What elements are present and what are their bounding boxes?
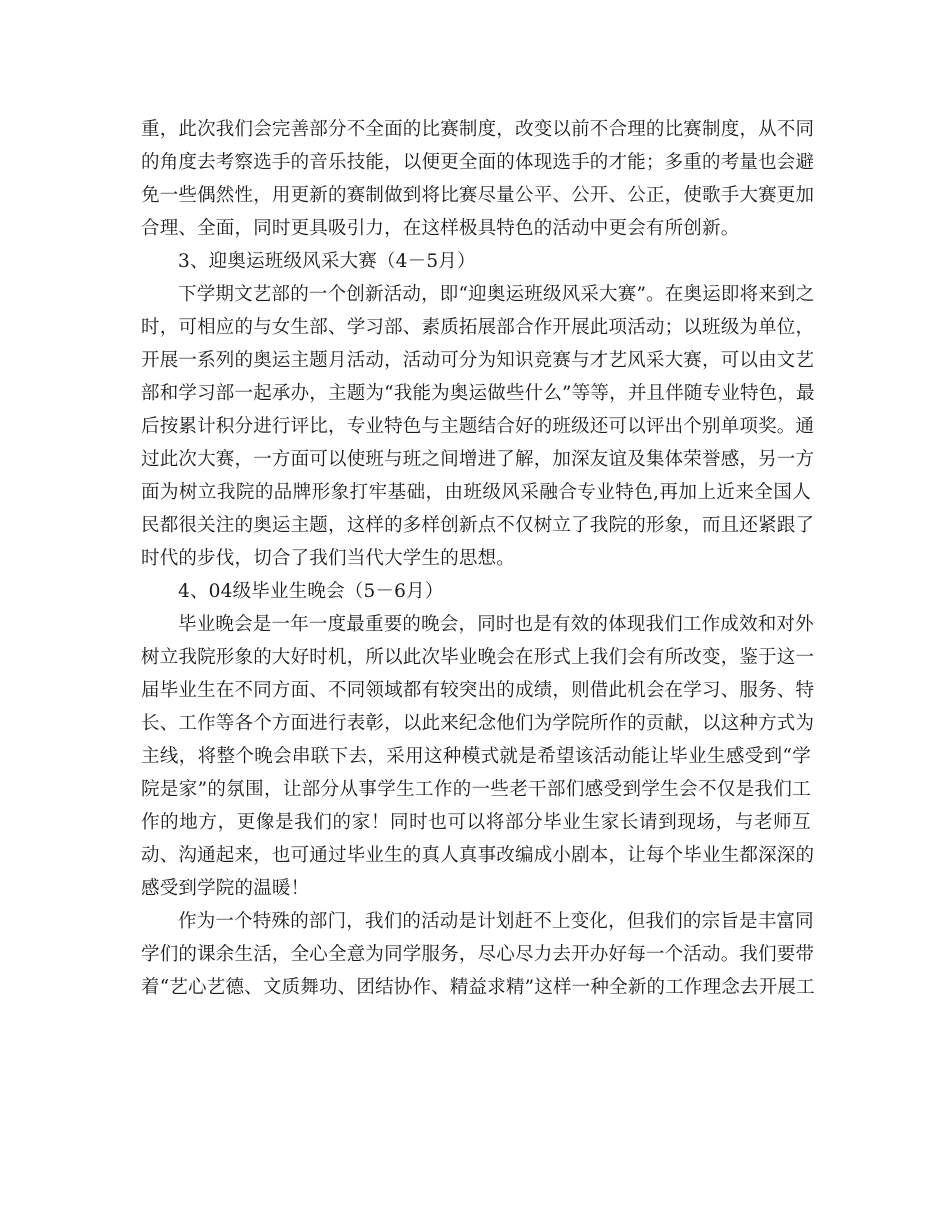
- paragraph-line: 过此次大赛，一方面可以使班与班之间增进了解，加深友谊及集体荣誉感，另一方: [141, 449, 815, 470]
- paragraph-line: 的角度去考察选手的音乐技能，以便更全面的体现选手的才能；多重的考量也会避: [141, 152, 815, 173]
- paragraph-line: 动、沟通起来，也可通过毕业生的真人真事改编成小剧本，让每个毕业生都深深的: [141, 845, 815, 866]
- document-body: [141, 113, 815, 1004]
- paragraph-line: 面为树立我院的品牌形象打牢基础，由班级风采融合专业特色,再加上近来全国人: [141, 482, 811, 503]
- paragraph-line: 作的地方，更像是我们的家！同时也可以将部分毕业生家长请到现场，与老师互: [141, 812, 811, 833]
- paragraph-line: 重，此次我们会完善部分不全面的比赛制度，改变以前不合理的比赛制度，从不同: [141, 119, 815, 140]
- section-heading: 4、04级毕业生晚会（5－6月）: [178, 581, 444, 602]
- paragraph-line: 合理、全面，同时更具吸引力，在这样极具特色的活动中更会有所创新。: [141, 218, 740, 239]
- paragraph-line: 开展一系列的奥运主题月活动，活动可分为知识竞赛与才艺风采大赛，可以由文艺: [141, 350, 815, 371]
- paragraph-line: 时，可相应的与女生部、学习部、素质拓展部合作开展此项活动；以班级为单位，: [141, 317, 815, 338]
- paragraph-line: 学们的课余生活，全心全意为同学服务，尽心尽力去开办好每一个活动。我们要带: [141, 944, 815, 965]
- paragraph-line: 免一些偶然性，用更新的赛制做到将比赛尽量公平、公开、公正，使歌手大赛更加: [141, 185, 815, 206]
- paragraph-line: 院是家”的氛围，让部分从事学生工作的一些老干部们感受到学生会不仅是我们工: [141, 779, 811, 800]
- paragraph-line: 感受到学院的温暖！: [141, 878, 310, 899]
- paragraph-line: 主线，将整个晚会串联下去，采用这种模式就是希望该活动能让毕业生感受到“学: [141, 746, 811, 767]
- paragraph-line: 届毕业生在不同方面、不同领域都有较突出的成绩，则借此机会在学习、服务、特: [141, 680, 815, 701]
- paragraph-line: 树立我院形象的大好时机，所以此次毕业晚会在形式上我们会有所改变，鉴于这一: [141, 647, 815, 668]
- paragraph-line: 毕业晚会是一年一度最重要的晚会，同时也是有效的体现我们工作成效和对外: [178, 614, 814, 635]
- paragraph-line: 时代的步伐，切合了我们当代大学生的思想。: [141, 548, 516, 569]
- paragraph-line: 后按累计积分进行评比，专业特色与主题结合好的班级还可以评出个别单项奖。通: [141, 416, 815, 437]
- paragraph-line: 着“艺心艺德、文质舞功、团结协作、精益求精”这样一种全新的工作理念去开展工: [141, 977, 815, 998]
- paragraph-line: 长、工作等各个方面进行表彰，以此来纪念他们为学院所作的贡献，以这种方式为: [141, 713, 815, 734]
- section-heading: 3、迎奥运班级风采大赛（4－5月）: [178, 251, 476, 272]
- paragraph-line: 部和学习部一起承办，主题为“我能为奥运做些什么”等等，并且伴随专业特色，最: [141, 383, 815, 404]
- paragraph-line: 民都很关注的奥运主题，这样的多样创新点不仅树立了我院的形象，而且还紧跟了: [141, 515, 815, 536]
- paragraph-line: 作为一个特殊的部门，我们的活动是计划赶不上变化，但我们的宗旨是丰富同: [178, 911, 814, 932]
- paragraph-line: 下学期文艺部的一个创新活动，即“迎奥运班级风采大赛”。在奥运即将来到之: [178, 284, 815, 305]
